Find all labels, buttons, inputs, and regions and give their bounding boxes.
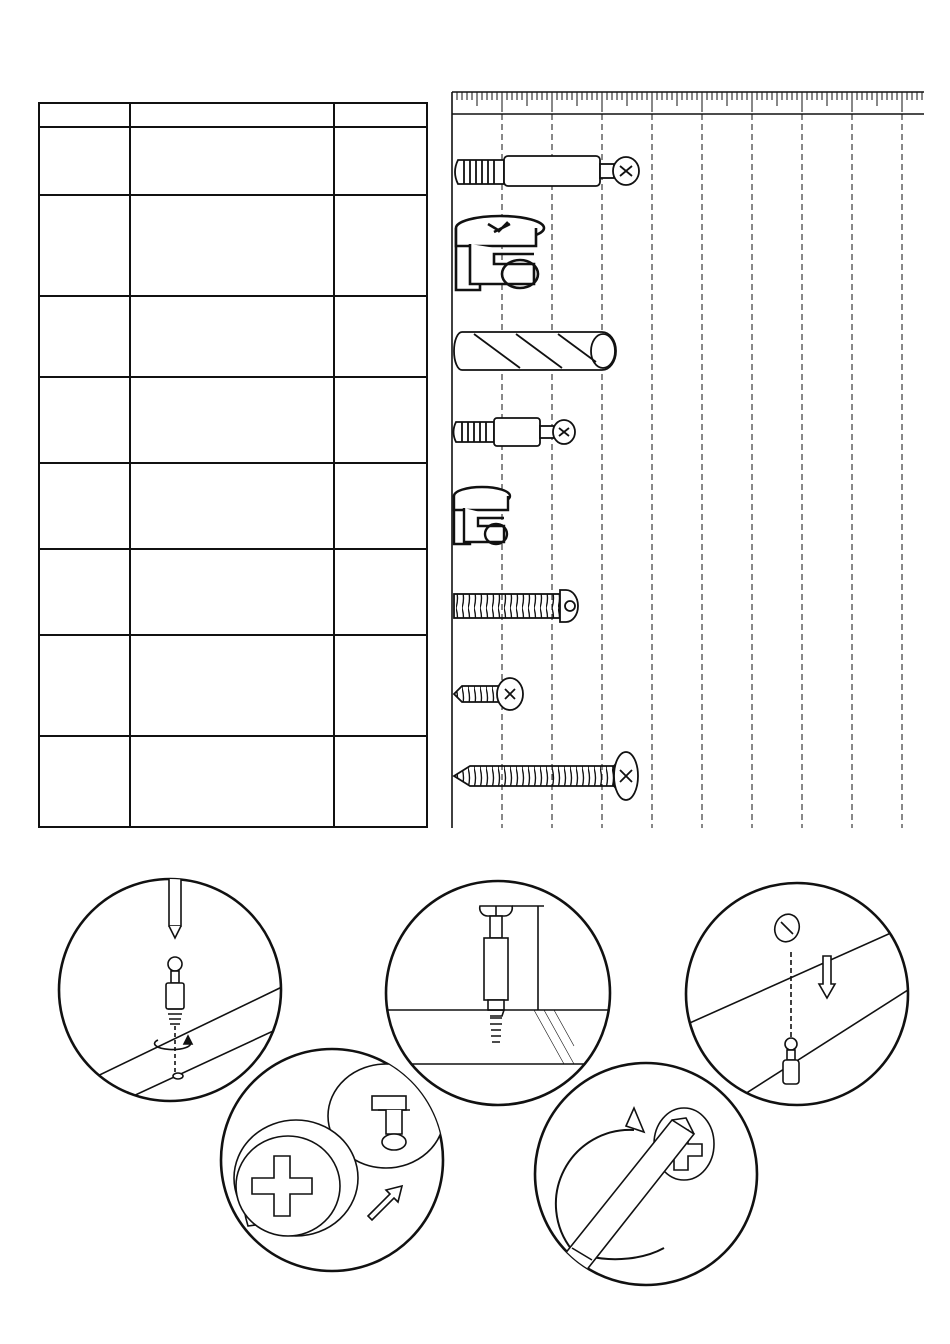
ruler-frame xyxy=(452,92,924,828)
table-row xyxy=(38,736,428,828)
scale-ruler xyxy=(450,88,926,830)
table-row xyxy=(38,635,428,736)
short-screw-icon xyxy=(454,678,523,710)
parts-table xyxy=(38,102,428,828)
cam-lock-align-icon xyxy=(218,1046,446,1274)
cam-lock-large-icon xyxy=(456,216,544,290)
cam-bolt-short-icon xyxy=(454,418,576,446)
ruler-ticks xyxy=(452,92,922,112)
table-row xyxy=(38,549,428,635)
long-wood-screw-icon xyxy=(454,752,638,800)
table-row xyxy=(38,195,428,296)
ruler-guide-lines xyxy=(502,114,902,828)
wooden-dowel-icon xyxy=(454,332,616,370)
table-row xyxy=(38,127,428,195)
table-row xyxy=(38,377,428,463)
threaded-bolt-icon xyxy=(454,590,578,622)
table-row xyxy=(38,463,428,549)
cam-bolt-long-icon xyxy=(455,156,639,186)
turn-cam-lock-icon xyxy=(532,1060,760,1288)
table-row xyxy=(38,296,428,377)
